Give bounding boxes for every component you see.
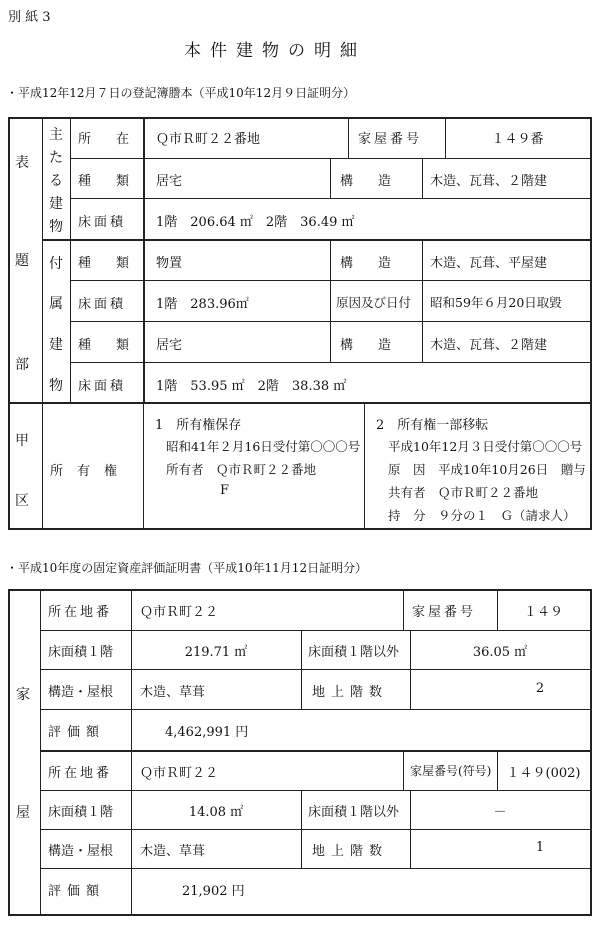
kaoku-char-2: 屋 — [16, 805, 30, 821]
main-building-label: 主たる建物 — [49, 127, 63, 235]
kou-char-2: 区 — [15, 493, 29, 509]
b2-floor-other-value: － — [493, 805, 507, 820]
floor-area-label: 床面積 — [78, 215, 127, 230]
kou-char-1: 甲 — [15, 433, 29, 449]
b1-floors-value: 2 — [535, 681, 545, 696]
hyodai-char-2: 題 — [15, 253, 29, 269]
b1-struct-value: 木造、草葺 — [140, 685, 206, 700]
ownership-label: 所有権 — [50, 464, 132, 479]
annex1-structure-value: 木造、瓦葺、平屋建 — [430, 256, 548, 271]
annex1-cause-date-value: 昭和59年６月20日取毀 — [430, 295, 562, 310]
b1-floor1-label: 床面積１階 — [48, 645, 114, 660]
location-label: 所 在 — [78, 132, 136, 147]
b2-struct-label: 構造・屋根 — [48, 844, 114, 859]
main-location-value: Ｑ市Ｒ町２２番地 — [156, 132, 261, 147]
b1-struct-label: 構造・屋根 — [48, 685, 114, 700]
annex1-kind-label: 種 類 — [78, 256, 136, 271]
b1-house-no-label: 家屋番号 — [412, 605, 477, 620]
b1-house-no-value: １４９ — [523, 605, 563, 620]
house-no-label: 家屋番号 — [358, 132, 423, 147]
ownership-left-3: 所有者 Ｑ市Ｒ町２２番地 — [166, 462, 317, 477]
ownership-right-1: 2 所有権一部移転 — [376, 418, 489, 433]
annex1-floor-area-label: 床面積 — [78, 297, 127, 312]
section1-caption: ・平成12年12月７日の登記簿謄本（平成10年12月９日証明分） — [6, 86, 356, 100]
main-structure-value: 木造、瓦葺、２階建 — [430, 174, 548, 189]
b2-valuation-label: 評価額 — [48, 884, 106, 899]
annex2-kind-label: 種 類 — [78, 338, 136, 353]
ownership-right-3: 原 因 平成10年10月26日 贈与 — [388, 462, 586, 477]
annex-char-4: 物 — [49, 378, 63, 394]
b1-location-label: 所在地番 — [48, 605, 113, 620]
annex2-kind-value: 居宅 — [156, 338, 183, 353]
kind-label: 種 類 — [78, 174, 136, 189]
b1-floor1-value: 219.71 ㎡ — [184, 645, 248, 660]
b2-valuation-value: 21,902 円 — [182, 884, 245, 899]
b2-floors-value: 1 — [535, 840, 545, 855]
b1-floor-other-value: 36.05 ㎡ — [472, 645, 528, 660]
ownership-right-5: 持 分 ９分の１ Ｇ（請求人） — [388, 508, 576, 523]
b2-floor1-label: 床面積１階 — [48, 805, 114, 820]
annex-char-3: 建 — [49, 337, 63, 353]
structure-label: 構 造 — [340, 174, 398, 189]
annex1-kind-value: 物置 — [156, 256, 183, 271]
attachment-label: 別 紙 3 — [8, 10, 51, 25]
annex2-structure-value: 木造、瓦葺、２階建 — [430, 338, 548, 353]
annex2-floor-area-label: 床面積 — [78, 379, 127, 394]
section2-caption: ・平成10年度の固定資産評価証明書（平成10年11月12日証明分） — [6, 561, 368, 575]
b1-floors-label: 地上階数 — [312, 685, 389, 700]
annex1-floor-area-value: 1階 283.96㎡ — [156, 297, 249, 312]
hyodai-char-3: 部 — [15, 357, 29, 373]
main-floor-area-value: 1階 206.64 ㎡ 2階 36.49 ㎡ — [156, 215, 355, 230]
b2-location-value: Ｑ市Ｒ町２２ — [140, 766, 219, 781]
annex-char-2: 属 — [49, 296, 63, 312]
ownership-left-4: F — [220, 483, 230, 498]
b2-floors-label: 地上階数 — [312, 844, 389, 859]
page-title: 本件建物の明細 — [184, 41, 366, 61]
ownership-left-1: 1 所有権保存 — [155, 418, 242, 433]
b1-valuation-value: 4,462,991 円 — [165, 725, 249, 740]
b2-house-no-label: 家屋番号(符号) — [410, 764, 492, 778]
b1-valuation-label: 評価額 — [48, 725, 106, 740]
main-kind-value: 居宅 — [156, 174, 183, 189]
b2-floor-other-label: 床面積１階以外 — [308, 805, 400, 820]
b1-floor-other-label: 床面積１階以外 — [308, 645, 400, 660]
kaoku-char-1: 家 — [16, 687, 30, 703]
annex1-structure-label: 構 造 — [340, 256, 398, 271]
annex2-floor-area-value: 1階 53.95 ㎡ 2階 38.38 ㎡ — [156, 379, 347, 394]
annex2-structure-label: 構 造 — [340, 338, 398, 353]
b2-house-no-value: １４９(002) — [506, 766, 581, 781]
b2-struct-value: 木造、草葺 — [140, 844, 206, 859]
cause-date-label: 原因及び日付 — [336, 295, 412, 310]
b2-floor1-value: 14.08 ㎡ — [188, 805, 244, 820]
ownership-right-4: 共有者 Ｑ市Ｒ町２２番地 — [388, 485, 539, 500]
hyodai-char-1: 表 — [15, 155, 29, 171]
main-house-no-value: １４９番 — [491, 132, 544, 147]
ownership-left-2: 昭和41年２月16日受付第〇〇〇号 — [166, 439, 361, 454]
annex-char-1: 付 — [49, 256, 63, 272]
ownership-right-2: 平成10年12月３日受付第〇〇〇号 — [388, 439, 583, 454]
b2-location-label: 所在地番 — [48, 766, 113, 781]
b1-location-value: Ｑ市Ｒ町２２ — [140, 605, 219, 620]
